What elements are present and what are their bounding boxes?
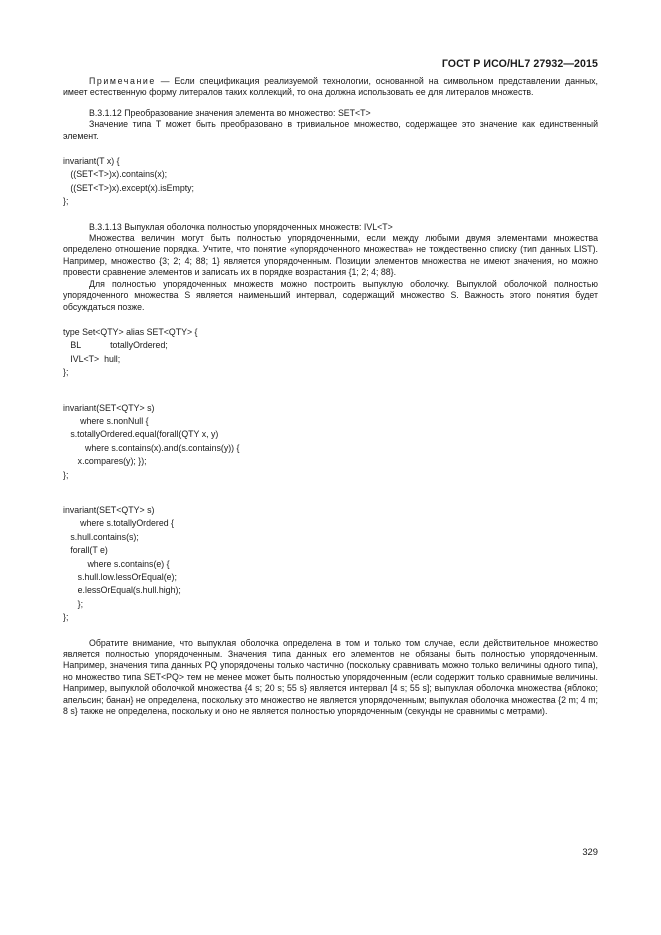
section-heading-b3112: В.3.1.12 Преобразование значения элемента во множество: SET<T> (89, 107, 371, 118)
section-para-2: Для полностью упорядоченных множеств можно построить выпуклую оболочку. Выпуклой оболочкой полностью упорядоченного множества S является наименьший интервал, содержащий множество S. Важность этого понятия будет обсуждаться позже. (63, 278, 598, 312)
code-block-4: invariant(SET<QTY> s) where s.totallyOrdered { s.hull.contains(s); forall(T e) where s.contains(e) { s.hull.low.lessOrEqual(e); e.lessOrEqual(s.hull.high); }; }; (63, 504, 181, 623)
note-text: — Если спецификация реализуемой технологии, основанной на символьном представлении данных, имеет естественную форму литералов таких коллекций, то она должна использовать ее для литералов множеств. (63, 76, 598, 98)
code-block-3: invariant(SET<QTY> s) where s.nonNull { s.totallyOrdered.equal(forall(QTY x, y) where s.contains(x).and(s.contains(y)) { x.compares(y); }); }; (63, 402, 240, 480)
code-block-2: type Set<QTY> alias SET<QTY> { BL totallyOrdered; IVL<T> hull; }; (63, 326, 198, 378)
code-block-1: invariant(T x) { ((SET<T>)x).contains(x); ((SET<T>)x).except(x).isEmpty; }; (63, 156, 194, 207)
section-para-3: Обратите внимание, что выпуклая оболочка определена в том и только том случае, если действительное множество является полностью упорядоченным. Значения типа данных его элементов не обязаны быть полностью упорядоченным. Например, значения типа данных PQ упорядочены только частично (поскольку сравнивать можно только величины одного типа), но множество типа SET<PQ> тем не менее может быть полностью упорядоченным (если содержит только сравнимые величины. Например, выпуклой оболочкой множества {4 s; 20 s; 55 s} является интервал [4 s; 55 s]; выпуклая оболочка множества {яблоко; апельсин; банан} не определена, поскольку это множество не является упорядоченным; выпуклая оболочка множества {2 m; 4 m; 8 s} также не определена, поскольку и оно не является полностью упорядоченным (секунды не сравнимы с метрами). (63, 637, 598, 717)
section-heading-b3113: В.3.1.13 Выпуклая оболочка полностью упорядоченных множеств: IVL<T> (89, 221, 393, 232)
standard-header: ГОСТ Р ИСО/HL7 27932—2015 (441, 58, 598, 70)
page-body (63, 76, 598, 717)
note-paragraph (63, 76, 598, 99)
page-number: 329 (582, 846, 598, 857)
note-label: Примечание (89, 76, 156, 86)
section-text-b3112: Значение типа T может быть преобразовано в тривиальное множество, содержащее это значение как единственный элемент. (63, 119, 598, 141)
section-para-1: Множества величин могут быть полностью упорядоченными, если между любыми двумя элементами множества определено отношение порядка. Учтите, что понятие «упорядоченного множества» не тождественно списку (тип данных LIST). Например, множество {3; 2; 4; 88; 1} является упорядоченным. Позиции элементов множества не имеют значения, но можно провести сравнение элементов и записать их в порядке возрастания {1; 2; 4; 88}. (63, 233, 598, 278)
